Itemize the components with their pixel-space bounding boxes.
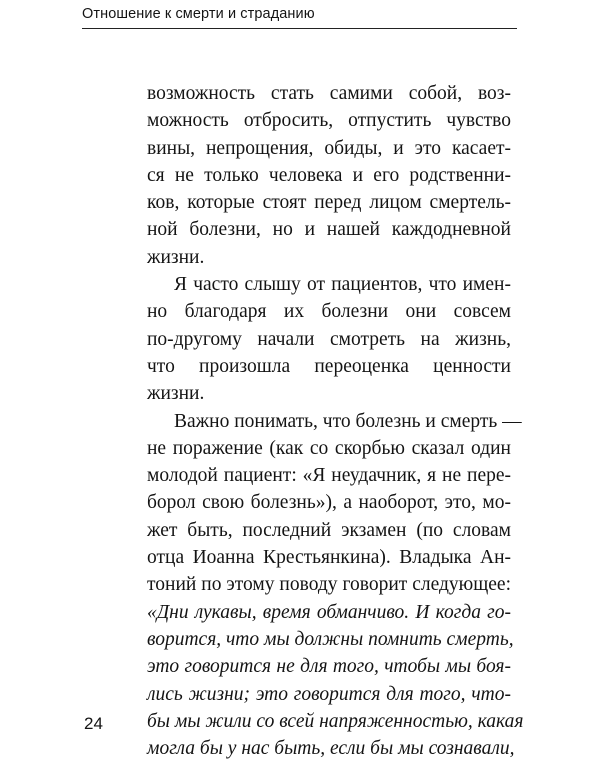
quote-line: «Дни лукавы, время обманчиво. И когда го-: [147, 601, 511, 623]
text-line: жизни.: [147, 246, 205, 268]
text-line: можность отбросить, отпустить чувство: [147, 110, 511, 132]
text-line: борол свою болезнь»), а наоборот, это, мо-: [147, 492, 511, 514]
text-line: но благодаря их болезни они совсем: [147, 301, 511, 323]
quote-line: это говорится не для того, чтобы мы боя-: [147, 656, 511, 678]
quote-line: лись жизни; это говорится для того, что-: [147, 683, 511, 705]
text-line: возможность стать самими собой, воз-: [147, 83, 511, 104]
text-line: что произошла переоценка ценности: [147, 355, 511, 377]
text-line: Я часто слышу от пациентов, что имен-: [174, 274, 511, 296]
body-text: [147, 80, 524, 762]
quote-line: ворится, что мы должны помнить смерть,: [147, 628, 514, 650]
text-line: по-другому начали смотреть на жизнь,: [147, 328, 511, 350]
text-line: отца Иоанна Крестьянкина). Владыка Ан-: [147, 547, 511, 569]
text-line: молодой пациент: «Я неудачник, я не пере-: [147, 465, 511, 487]
text-line: ся не только человека и его родственни-: [147, 164, 511, 186]
text-line: вины, непрощения, обиды, и это касает-: [147, 137, 511, 159]
header-rule: [82, 28, 517, 29]
quote-line: могла бы у нас быть, если бы мы сознавали,: [147, 738, 515, 760]
text-line: тоний по этому поводу говорит следующее:: [147, 574, 511, 596]
text-line: не поражение (как со скорбью сказал один: [147, 437, 511, 459]
text-line: жизни.: [147, 383, 205, 405]
page-number: 24: [84, 714, 103, 733]
text-line: Важно понимать, что болезнь и смерть —: [174, 410, 522, 432]
running-header: Отношение к смерти и страданию: [82, 6, 315, 22]
text-line: жет быть, последний экзамен (по словам: [147, 519, 511, 541]
text-line: ков, которые стоят перед лицом смертель-: [147, 192, 511, 214]
text-line: ной болезни, но и нашей каждодневной: [147, 219, 511, 241]
quote-line: бы мы жили со всей напряженностью, какая: [147, 710, 524, 732]
